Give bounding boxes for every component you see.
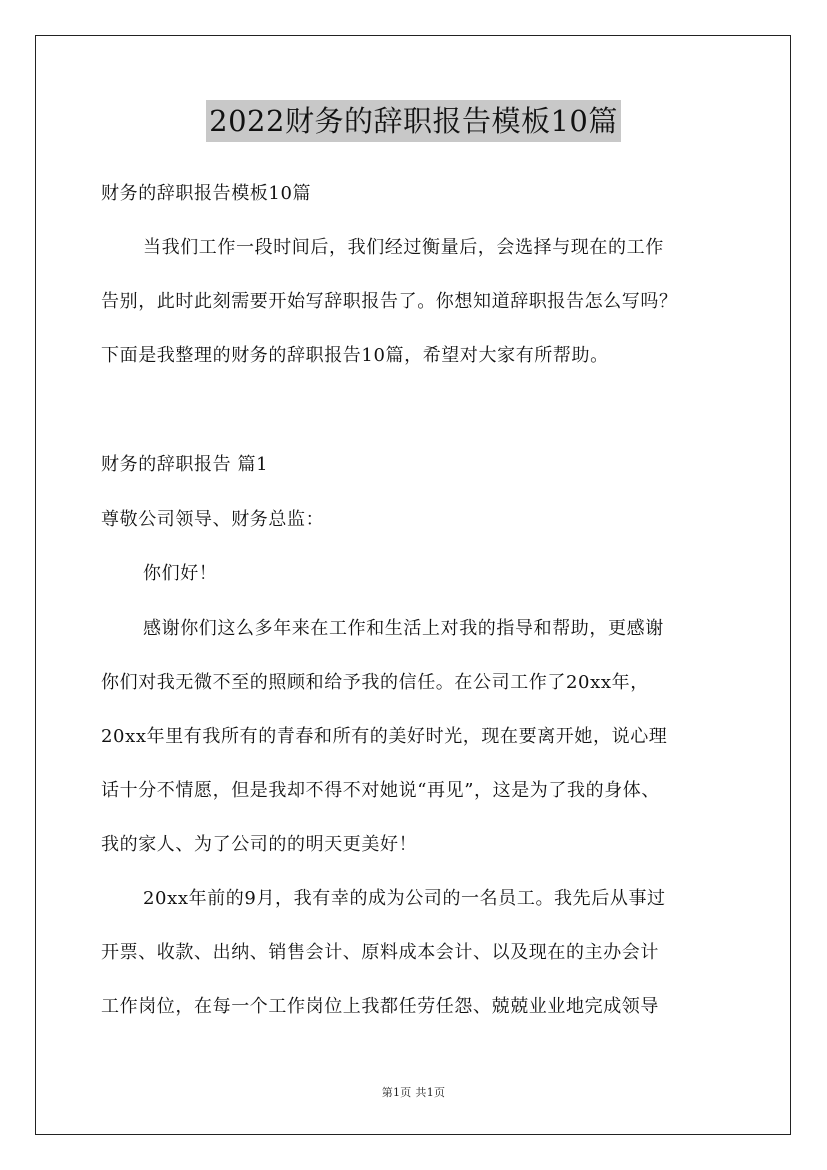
paragraph-line: 20xx年里有我所有的青春和所有的美好时光，现在要离开她，说心理 <box>101 726 668 747</box>
paragraph-line: 你们对我无微不至的照顾和给予我的信任。在公司工作了20xx年， <box>101 672 649 693</box>
paragraph-line: 工作岗位，在每一个工作岗位上我都任劳任怨、兢兢业业地完成领导 <box>101 996 659 1017</box>
document-title-wrap <box>0 100 827 142</box>
paragraph-line: 下面是我整理的财务的辞职报告10篇，希望对大家有所帮助。 <box>101 345 609 366</box>
page-footer: 第1页 共1页 <box>381 1086 446 1099</box>
paragraph-line: 我的家人、为了公司的的明天更美好！ <box>101 834 418 855</box>
paragraph-line: 告别，此时此刻需要开始写辞职报告了。你想知道辞职报告怎么写吗？ <box>101 291 678 312</box>
subtitle-line: 财务的辞职报告模板10篇 <box>101 183 312 204</box>
paragraph-line: 感谢你们这么多年来在工作和生活上对我的指导和帮助，更感谢 <box>143 618 664 639</box>
greeting-line: 你们好！ <box>143 563 218 584</box>
salutation-line: 尊敬公司领导、财务总监： <box>101 509 325 530</box>
paragraph-line: 20xx年前的9月，我有幸的成为公司的一名员工。我先后从事过 <box>143 888 666 909</box>
paragraph-line: 开票、收款、出纳、销售会计、原料成本会计、以及现在的主办会计 <box>101 942 659 963</box>
paragraph-line: 话十分不情愿，但是我却不得不对她说“再见”，这是为了我的身体、 <box>101 780 661 801</box>
section-heading: 财务的辞职报告 篇1 <box>101 454 269 475</box>
paragraph-line: 当我们工作一段时间后，我们经过衡量后，会选择与现在的工作 <box>143 237 664 258</box>
document-title: 2022财务的辞职报告模板10篇 <box>206 100 621 142</box>
